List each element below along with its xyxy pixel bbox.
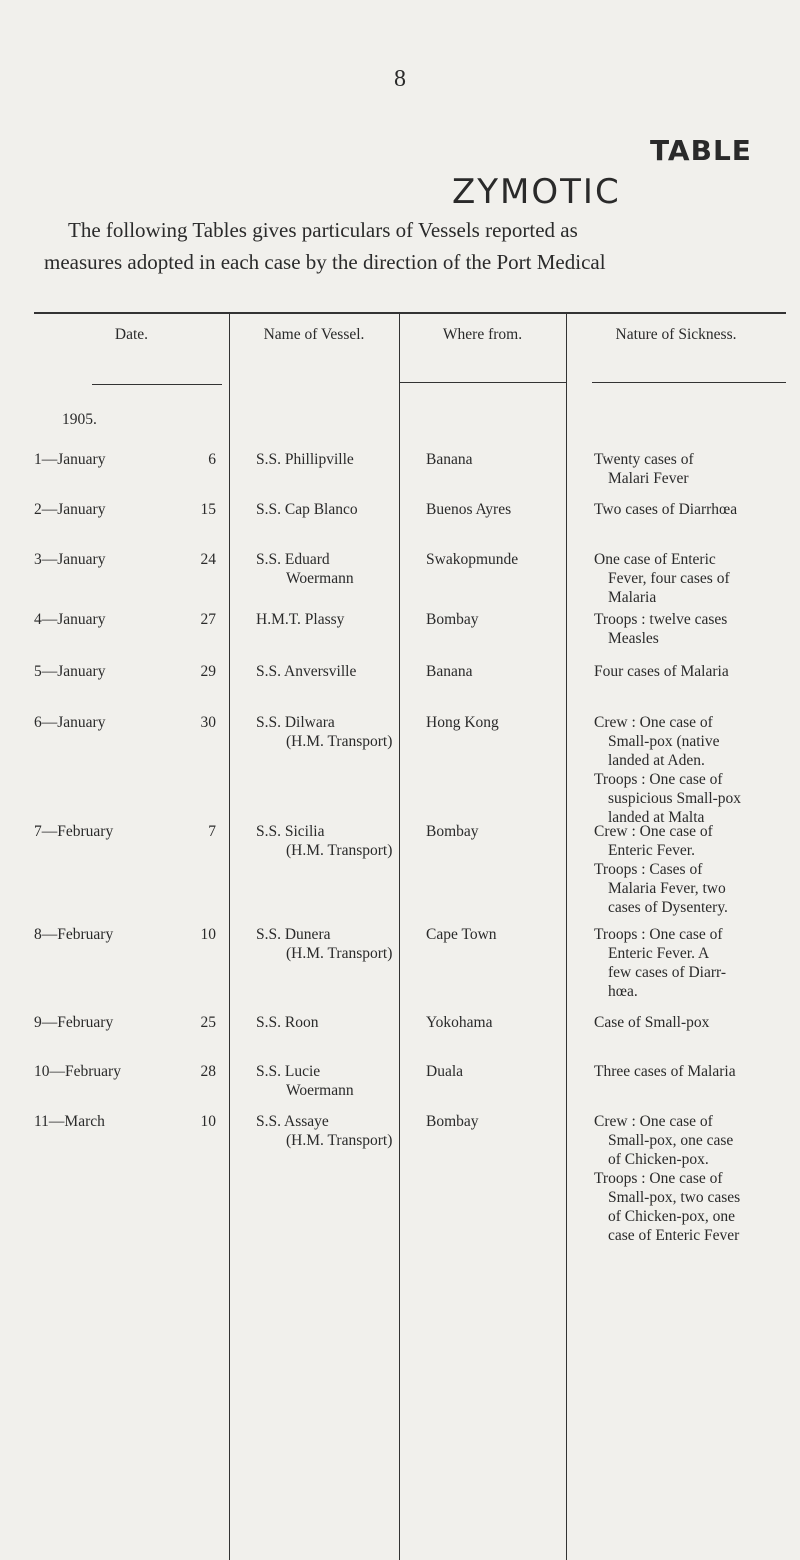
row-7-where-from: Bombay: [426, 823, 479, 840]
sickness-line: cases of Dysentery.: [608, 899, 728, 916]
sickness-line: of Chicken-pox.: [608, 1151, 709, 1168]
sickness-line: Small-pox, two cases: [608, 1189, 741, 1206]
sickness-line: landed at Aden.: [608, 752, 705, 769]
row-8-where-from: Cape Town: [426, 926, 497, 943]
vessel-line: H.M.T. Plassy: [256, 611, 345, 628]
vessel-line: S.S. Cap Blanco: [256, 501, 358, 518]
row-3-where-from: Swakopmunde: [426, 551, 519, 568]
sickness-line: Enteric Fever. A: [608, 945, 710, 962]
vessel-line: (H.M. Transport): [286, 1132, 393, 1149]
row-6-vessel: [256, 713, 406, 751]
sickness-line: Malari Fever: [608, 470, 689, 487]
year-label: 1905.: [62, 411, 97, 428]
vessel-line: (H.M. Transport): [286, 842, 393, 859]
row-2-sickness: [594, 500, 784, 519]
row-10-vessel: [256, 1062, 406, 1100]
sickness-line: landed at Malta: [608, 809, 705, 826]
row-11-sickness: [594, 1112, 784, 1245]
vessel-line: Woermann: [286, 1082, 354, 1099]
row-7-date-day: 7: [208, 823, 216, 840]
row-5-sickness: [594, 662, 784, 681]
row-11-date-day: 10: [200, 1113, 216, 1130]
row-7-vessel: [256, 822, 406, 860]
sickness-line: Troops : One case of: [594, 926, 723, 943]
sickness-line: Malaria: [608, 589, 657, 606]
row-3-date-month: 3—January: [34, 551, 106, 568]
vessel-line: (H.M. Transport): [286, 733, 393, 750]
sickness-line: Crew : One case of: [594, 823, 713, 840]
column-header-vessel: Name of Vessel.: [263, 326, 365, 343]
sickness-line: hœa.: [608, 983, 638, 1000]
vessel-line: S.S. Roon: [256, 1014, 319, 1031]
sickness-line: Troops : Cases of: [594, 861, 703, 878]
intro-paragraph: [44, 214, 784, 278]
vessel-line: S.S. Eduard: [256, 551, 330, 568]
row-10-where-from: Duala: [426, 1063, 464, 1080]
sickness-line: One case of Enteric: [594, 551, 716, 568]
row-4-date-month: 4—January: [34, 611, 106, 628]
sickness-line: Troops : One case of: [594, 771, 723, 788]
intro-line-1: The following Tables gives particulars of Vessels reported as: [68, 218, 578, 242]
sickness-line: Two cases of Diarrhœa: [594, 501, 738, 518]
row-9-where-from: Yokohama: [426, 1014, 493, 1031]
row-5-date-day: 29: [200, 663, 216, 680]
vessel-line: S.S. Dunera: [256, 926, 331, 943]
table-top-rule: [34, 312, 786, 314]
vessel-line: Woermann: [286, 570, 354, 587]
row-8-date-month: 8—February: [34, 926, 114, 943]
sickness-line: Enteric Fever.: [608, 842, 695, 859]
sickness-line: Measles: [608, 630, 659, 647]
row-2-date-day: 15: [200, 501, 216, 518]
heading-zymotic: ZYMOTIC: [452, 172, 621, 212]
header-underline-where: [400, 382, 566, 383]
vessel-line: S.S. Phillipville: [256, 451, 354, 468]
sickness-line: Troops : One case of: [594, 1170, 723, 1187]
row-8-vessel: [256, 925, 406, 963]
vessel-line: S.S. Assaye: [256, 1113, 329, 1130]
row-6-date-month: 6—January: [34, 714, 106, 731]
sickness-line: Twenty cases of: [594, 451, 694, 468]
row-10-date-month: 10—February: [34, 1063, 121, 1080]
row-2-where-from: Buenos Ayres: [426, 501, 512, 518]
sickness-line: Fever, four cases of: [608, 570, 730, 587]
sickness-line: few cases of Diarr-: [608, 964, 727, 981]
row-7-date-month: 7—February: [34, 823, 114, 840]
row-9-sickness: [594, 1013, 784, 1032]
header-underline-nature: [592, 382, 786, 383]
row-1-date-month: 1—January: [34, 451, 106, 468]
column-header-sickness: Nature of Sickness.: [615, 326, 737, 343]
row-9-date-month: 9—February: [34, 1014, 114, 1031]
sickness-line: suspicious Small-pox: [608, 790, 742, 807]
vessel-line: S.S. Anversville: [256, 663, 357, 680]
row-3-date-day: 24: [200, 551, 216, 568]
row-3-sickness: [594, 550, 784, 607]
row-7-sickness: [594, 822, 784, 917]
row-2-vessel: [256, 500, 406, 519]
sickness-line: Crew : One case of: [594, 714, 713, 731]
row-1-vessel: [256, 450, 406, 469]
row-10-date-day: 28: [200, 1063, 216, 1080]
sickness-line: Troops : twelve cases: [594, 611, 728, 628]
row-10-sickness: [594, 1062, 784, 1081]
sickness-line: Small-pox (native: [608, 733, 720, 750]
row-5-where-from: Banana: [426, 663, 473, 680]
heading-table: TABLE: [650, 134, 752, 167]
row-1-date-day: 6: [208, 451, 216, 468]
row-9-vessel: [256, 1013, 406, 1032]
row-9-date-day: 25: [200, 1014, 216, 1031]
row-4-date-day: 27: [200, 611, 216, 628]
row-3-vessel: [256, 550, 406, 588]
row-8-sickness: [594, 925, 784, 1001]
row-6-where-from: Hong Kong: [426, 714, 499, 731]
sickness-line: Small-pox, one case: [608, 1132, 734, 1149]
row-5-date-month: 5—January: [34, 663, 106, 680]
sickness-line: Crew : One case of: [594, 1113, 713, 1130]
sickness-line: Four cases of Malaria: [594, 663, 729, 680]
row-6-date-day: 30: [200, 714, 216, 731]
sickness-line: Three cases of Malaria: [594, 1063, 736, 1080]
page-number: 8: [394, 66, 406, 92]
column-header-where-from: Where from.: [442, 326, 523, 343]
vessel-line: (H.M. Transport): [286, 945, 393, 962]
row-1-sickness: [594, 450, 784, 488]
vessel-line: S.S. Lucie: [256, 1063, 321, 1080]
vessel-line: S.S. Sicilia: [256, 823, 325, 840]
sickness-line: case of Enteric Fever: [608, 1227, 740, 1244]
column-header-date: Date.: [114, 326, 149, 343]
sickness-line: Malaria Fever, two: [608, 880, 726, 897]
vessel-line: S.S. Dilwara: [256, 714, 335, 731]
row-1-where-from: Banana: [426, 451, 473, 468]
row-4-vessel: [256, 610, 406, 629]
row-5-vessel: [256, 662, 406, 681]
row-8-date-day: 10: [200, 926, 216, 943]
header-underline-date: [92, 384, 222, 385]
row-11-vessel: [256, 1112, 406, 1150]
intro-line-2: measures adopted in each case by the direction of the Port Medical: [44, 250, 606, 274]
row-4-where-from: Bombay: [426, 611, 479, 628]
row-6-sickness: [594, 713, 784, 827]
row-2-date-month: 2—January: [34, 501, 106, 518]
row-11-where-from: Bombay: [426, 1113, 479, 1130]
column-divider-1: [229, 312, 230, 1560]
row-11-date-month: 11—March: [34, 1113, 105, 1130]
sickness-line: of Chicken-pox, one: [608, 1208, 735, 1225]
sickness-line: Case of Small-pox: [594, 1014, 710, 1031]
row-4-sickness: [594, 610, 784, 648]
